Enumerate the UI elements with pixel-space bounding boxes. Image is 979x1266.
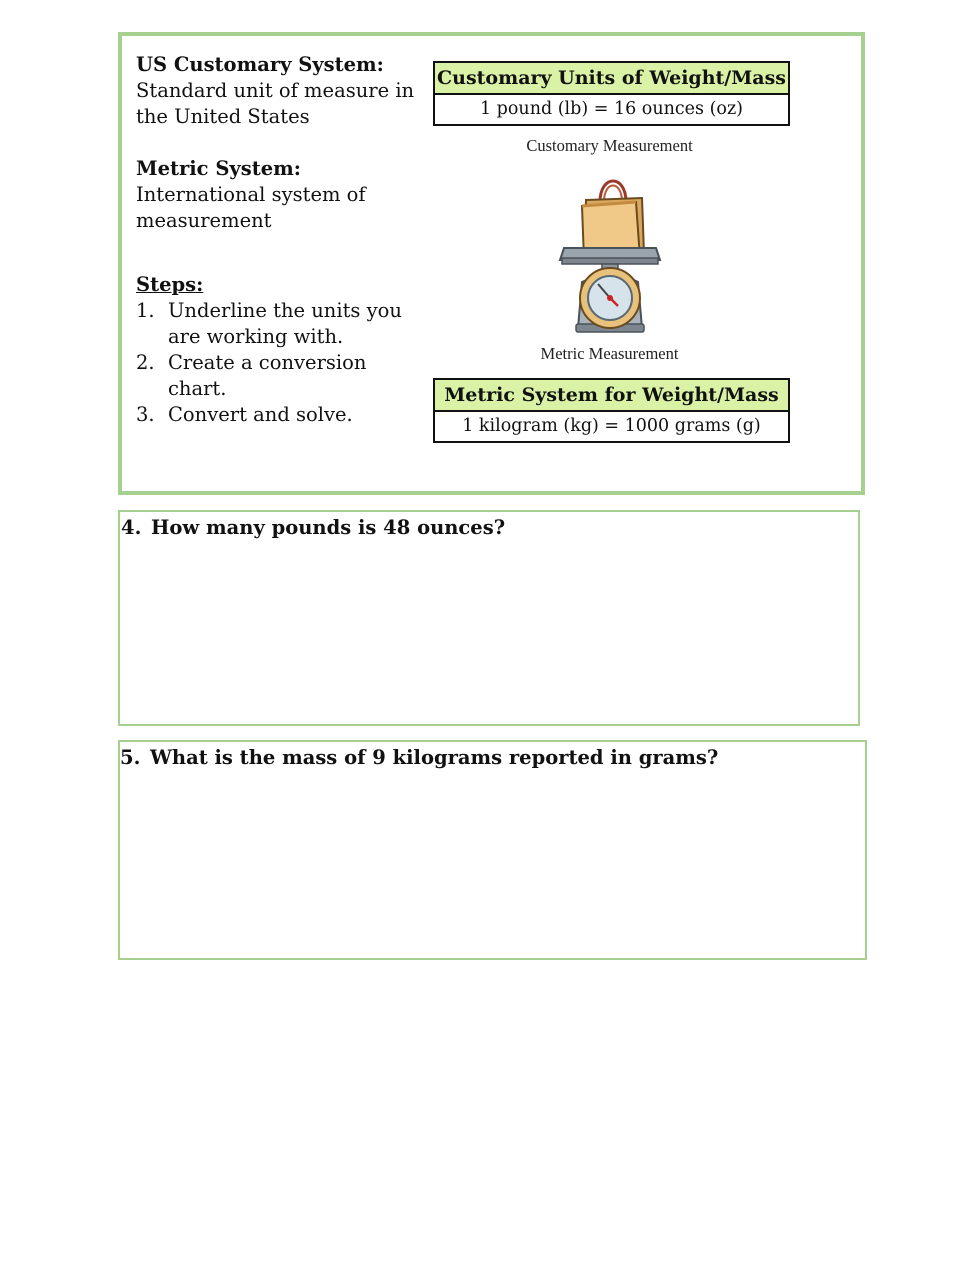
customary-table-row: 1 pound (lb) = 16 ounces (oz) xyxy=(435,95,788,124)
metric-definition: International system of measurement xyxy=(136,183,366,232)
step-text: Underline the units you are working with. xyxy=(168,299,402,348)
customary-units-table xyxy=(433,61,790,126)
customary-caption: Customary Measurement xyxy=(526,136,693,155)
metric-units-table xyxy=(433,378,790,443)
definitions-column xyxy=(136,52,426,428)
customary-definition: Standard unit of measure in the United States xyxy=(136,79,415,128)
customary-term: US Customary System: xyxy=(136,53,384,76)
list-item xyxy=(136,350,426,402)
question-text: What is the mass of 9 kilograms reported in grams? xyxy=(150,746,719,769)
question-number: 4. xyxy=(121,516,142,539)
question-number: 5. xyxy=(120,746,141,769)
step-number: 3. xyxy=(136,403,155,426)
step-text: Convert and solve. xyxy=(168,403,353,426)
bag-on-scale-icon xyxy=(556,172,664,340)
metric-table-header: Metric System for Weight/Mass xyxy=(435,380,788,412)
metric-table-row: 1 kilogram (kg) = 1000 grams (g) xyxy=(435,412,788,441)
step-text: Create a conversion chart. xyxy=(168,351,367,400)
customary-table-header: Customary Units of Weight/Mass xyxy=(435,63,788,95)
step-number: 1. xyxy=(136,299,155,322)
steps-title: Steps: xyxy=(136,273,204,296)
metric-caption: Metric Measurement xyxy=(540,344,679,363)
question-text: How many pounds is 48 ounces? xyxy=(151,516,506,539)
question-5 xyxy=(120,746,718,769)
step-number: 2. xyxy=(136,351,155,374)
metric-term: Metric System: xyxy=(136,157,301,180)
list-item xyxy=(136,402,426,428)
list-item xyxy=(136,298,426,350)
question-4-answer-box[interactable] xyxy=(118,510,860,726)
steps-list xyxy=(136,298,426,428)
question-4 xyxy=(121,516,505,539)
question-5-answer-box[interactable] xyxy=(118,740,867,960)
